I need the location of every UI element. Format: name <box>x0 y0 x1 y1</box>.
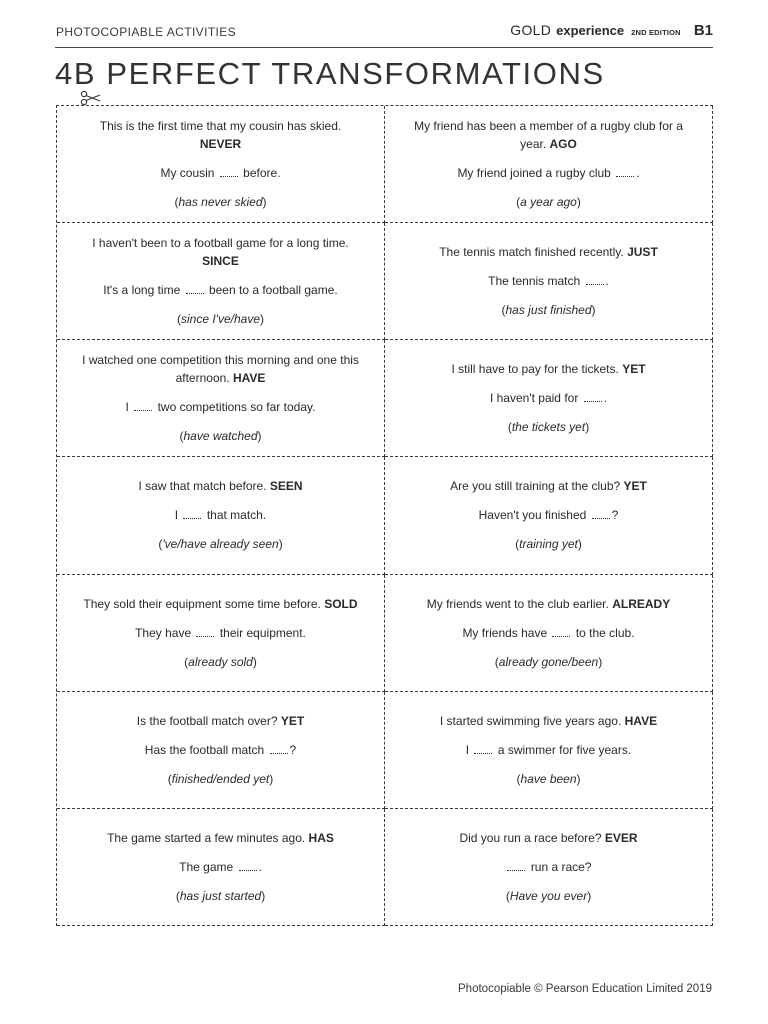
gapped-sentence <box>160 164 280 182</box>
card-answer: (has just started) <box>175 888 266 903</box>
key-word: HAVE <box>624 713 658 728</box>
gapped-sentence-end: run a race? <box>530 859 592 874</box>
prompt-sentence: The tennis match finished recently. <box>439 245 624 260</box>
transformation-card <box>385 106 713 223</box>
gapped-sentence-end: ? <box>611 508 619 523</box>
prompt-sentence: Is the football match over? <box>136 713 278 728</box>
answer-gap <box>592 507 610 519</box>
card-prompt <box>137 712 304 730</box>
prompt-sentence: I started swimming five years ago. <box>439 713 622 728</box>
prompt-sentence: I haven't been to a football game for a long time. <box>92 236 349 251</box>
transformation-card <box>385 575 713 692</box>
gapped-sentence <box>145 741 296 759</box>
card-answer: ('ve/have already seen) <box>158 537 283 552</box>
answer-text: the tickets yet <box>511 420 586 435</box>
card-answer: (has never skied) <box>174 195 267 210</box>
card-answer: (the tickets yet) <box>507 420 590 435</box>
transformation-card <box>57 692 385 809</box>
answer-text: Have you ever <box>509 888 588 903</box>
prompt-sentence: The game started a few minutes ago. <box>107 830 306 845</box>
key-word: HAVE <box>232 371 266 386</box>
card-answer: (have watched) <box>179 429 262 444</box>
brand-experience: experience <box>556 23 625 38</box>
answer-text: have been <box>520 771 577 786</box>
answer-gap <box>507 859 525 871</box>
brand-gold: GOLD <box>510 22 552 38</box>
card-prompt <box>81 234 360 270</box>
card-prompt <box>107 829 334 847</box>
gapped-sentence-start: My friend joined a rugby club <box>457 166 611 181</box>
brand-logo <box>510 22 713 39</box>
gapped-sentence <box>505 858 591 876</box>
answer-text: a year ago <box>520 195 577 210</box>
card-prompt <box>138 477 302 495</box>
card-answer: (already gone/been) <box>494 654 603 669</box>
answer-gap <box>474 742 492 754</box>
gapped-sentence-end: . <box>605 274 609 289</box>
gapped-sentence <box>175 506 266 524</box>
card-answer: (since I've/have) <box>176 312 264 327</box>
gapped-sentence <box>103 281 337 299</box>
gapped-sentence-start: The game <box>179 859 234 874</box>
answer-gap <box>552 625 570 637</box>
gapped-sentence-end: been to a football game. <box>208 283 338 298</box>
gapped-sentence-start: My friends have <box>462 625 548 640</box>
prompt-sentence: I saw that match before. <box>138 479 267 494</box>
gapped-sentence-start: It's a long time <box>103 283 181 298</box>
transformation-card <box>57 106 385 223</box>
answer-text: finished/ended yet <box>171 771 270 786</box>
transformation-card <box>57 457 385 574</box>
card-prompt <box>427 595 670 613</box>
card-answer: (training yet) <box>515 537 582 552</box>
answer-gap <box>270 742 288 754</box>
transformation-card <box>385 809 713 926</box>
key-word: SOLD <box>324 596 358 611</box>
gapped-sentence <box>179 858 262 876</box>
gapped-sentence-end: . <box>636 166 640 181</box>
answer-gap <box>586 273 604 285</box>
transformation-card <box>385 692 713 809</box>
gapped-sentence-start: I haven't paid for <box>489 391 579 406</box>
prompt-sentence: My friends went to the club earlier. <box>426 596 609 611</box>
gapped-sentence <box>466 741 631 759</box>
card-answer: (finished/ended yet) <box>167 771 274 786</box>
card-prompt <box>451 360 645 378</box>
key-word: EVER <box>604 830 638 845</box>
gapped-sentence-start: Haven't you finished <box>478 508 587 523</box>
gapped-sentence <box>462 624 634 642</box>
gapped-sentence-end: . <box>258 859 262 874</box>
gapped-sentence-end: their equipment. <box>219 625 306 640</box>
prompt-sentence: This is the first time that my cousin has skied. <box>99 119 342 134</box>
gapped-sentence <box>488 272 609 290</box>
card-answer: (have been) <box>516 771 581 786</box>
transformation-card <box>57 223 385 340</box>
transformation-card <box>385 340 713 457</box>
gapped-sentence-start: My cousin <box>160 166 215 181</box>
answer-gap <box>196 625 214 637</box>
prompt-sentence: I watched one competition this morning and one this afternoon. <box>82 353 359 386</box>
transformation-card <box>57 340 385 457</box>
answer-gap <box>239 859 257 871</box>
gapped-sentence-start: Has the football match <box>144 742 265 757</box>
card-prompt <box>81 351 360 387</box>
answer-text: since I've/have <box>180 312 260 327</box>
gapped-sentence-start: I <box>125 400 129 415</box>
brand-edition: 2ND EDITION <box>631 28 681 37</box>
gapped-sentence-end: . <box>603 391 608 406</box>
gapped-sentence <box>457 164 639 182</box>
answer-text: has just started <box>179 888 262 903</box>
copyright-footer: Photocopiable © Pearson Education Limited 2019 <box>458 983 712 995</box>
card-prompt <box>409 117 688 153</box>
header-label: PHOTOCOPIABLE ACTIVITIES <box>56 25 237 39</box>
gapped-sentence-end: before. <box>243 166 281 181</box>
answer-text: training yet <box>519 537 578 552</box>
key-word: YET <box>622 362 646 377</box>
gapped-sentence-end: two competitions so far today. <box>157 400 316 415</box>
prompt-sentence: They sold their equipment some time before. <box>83 596 321 611</box>
gapped-sentence-start: I <box>465 742 470 757</box>
gapped-sentence <box>135 624 306 642</box>
prompt-sentence: Did you run a race before? <box>459 830 602 845</box>
cut-out-card-grid <box>56 105 713 926</box>
key-word: SINCE <box>202 254 239 269</box>
card-prompt <box>81 117 360 153</box>
key-word: AGO <box>549 137 577 152</box>
key-word: JUST <box>627 245 658 260</box>
card-answer: (a year ago) <box>516 195 581 210</box>
gapped-sentence-start: The tennis match <box>488 274 581 289</box>
prompt-sentence: I still have to pay for the tickets. <box>451 362 619 377</box>
key-word: SEEN <box>269 479 303 494</box>
gapped-sentence-end: to the club. <box>575 625 635 640</box>
card-answer: (has just finished) <box>501 303 596 318</box>
transformation-card <box>57 575 385 692</box>
level-badge: B1 <box>693 22 713 39</box>
scissors-icon <box>80 90 102 106</box>
gapped-sentence-end: ? <box>289 742 297 757</box>
transformation-card <box>57 809 385 926</box>
gapped-sentence-start: They have <box>135 625 192 640</box>
transformation-card <box>385 457 713 574</box>
answer-gap <box>134 399 152 411</box>
card-answer: (already sold) <box>184 654 257 669</box>
key-word: HAS <box>308 830 334 845</box>
page-header <box>55 22 713 48</box>
card-answer: (Have you ever) <box>505 888 592 903</box>
answer-gap <box>183 507 201 519</box>
card-prompt <box>459 829 637 847</box>
transformation-card <box>385 223 713 340</box>
key-word: NEVER <box>199 137 242 152</box>
answer-gap <box>220 165 238 177</box>
gapped-sentence-end: that match. <box>206 508 267 523</box>
card-prompt <box>439 243 658 261</box>
prompt-sentence: My friend has been a member of a rugby club for a year. <box>414 119 683 152</box>
gapped-sentence-end: a swimmer for five years. <box>497 742 632 757</box>
card-prompt <box>440 712 657 730</box>
page-title: 4B PERFECT TRANSFORMATIONS <box>55 56 605 91</box>
answer-text: 've/have already seen <box>162 537 279 552</box>
answer-gap <box>584 390 602 402</box>
card-prompt <box>450 477 647 495</box>
key-word: YET <box>280 713 305 728</box>
gapped-sentence <box>126 398 316 416</box>
answer-text: already sold <box>188 654 253 669</box>
answer-gap <box>616 165 634 177</box>
prompt-sentence: Are you still training at the club? <box>450 479 621 494</box>
answer-text: has just finished <box>505 303 592 318</box>
key-word: YET <box>623 479 647 494</box>
gapped-sentence-start: I <box>174 508 179 523</box>
card-prompt <box>83 595 357 613</box>
answer-text: has never skied <box>178 195 263 210</box>
gapped-sentence <box>490 389 607 407</box>
answer-text: have watched <box>183 429 258 444</box>
answer-gap <box>186 282 204 294</box>
key-word: ALREADY <box>612 596 671 611</box>
answer-text: already gone/been <box>498 654 599 669</box>
gapped-sentence <box>479 506 619 524</box>
